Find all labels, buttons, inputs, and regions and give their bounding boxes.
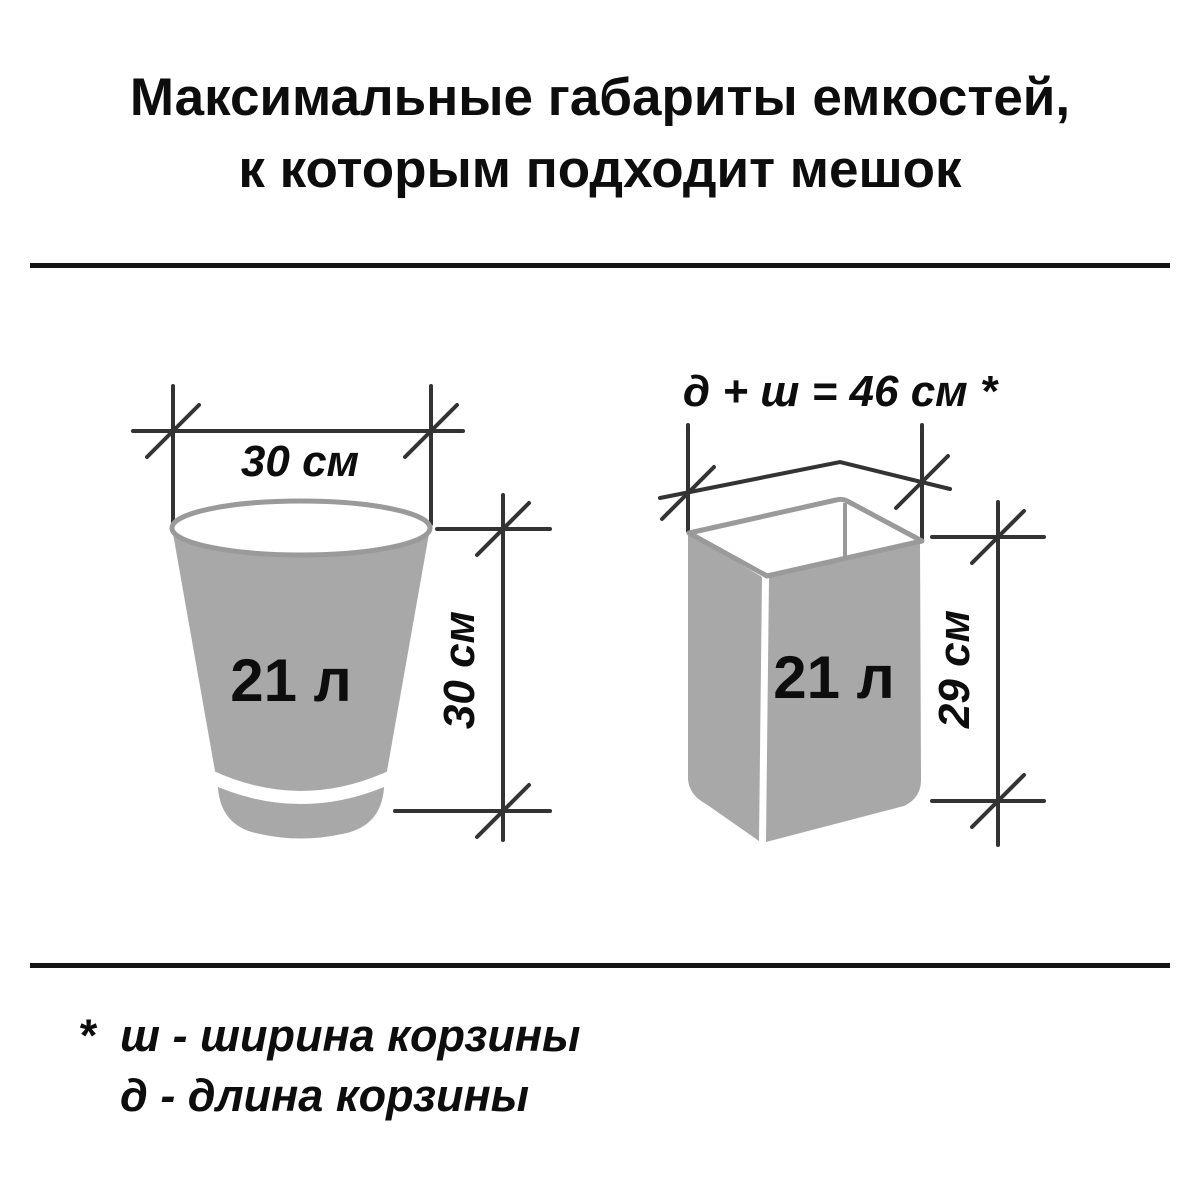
page-title-line-2: к которым подходит мешок <box>238 140 962 199</box>
divider-bottom <box>30 963 1170 968</box>
basket-shape <box>688 499 922 842</box>
bucket-volume-label: 21 л <box>230 647 352 714</box>
footnote-marker: * <box>78 1010 96 1061</box>
basket-volume-label: 21 л <box>773 644 895 711</box>
basket-height-label: 29 см <box>930 609 979 729</box>
basket-height-dimension <box>930 502 1044 845</box>
footnote-line-1: ш - ширина корзины <box>120 1010 581 1061</box>
page-title-line-1: Максимальные габариты емкостей, <box>129 68 1071 127</box>
bucket-height-label: 30 см <box>435 610 484 730</box>
footnote-marker-spacer <box>78 1066 112 1126</box>
bucket-opening <box>172 501 430 555</box>
bucket-diagram <box>133 386 550 840</box>
basket-formula-label: д + ш = 46 см * <box>682 367 998 416</box>
footnote-line-2: д - длина корзины <box>120 1070 530 1121</box>
footnote <box>78 1006 580 1126</box>
basket-left-wall <box>688 533 762 841</box>
basket-diagram <box>660 367 1044 845</box>
bucket-width-label: 30 см <box>240 437 360 486</box>
bucket-shape <box>172 501 430 839</box>
